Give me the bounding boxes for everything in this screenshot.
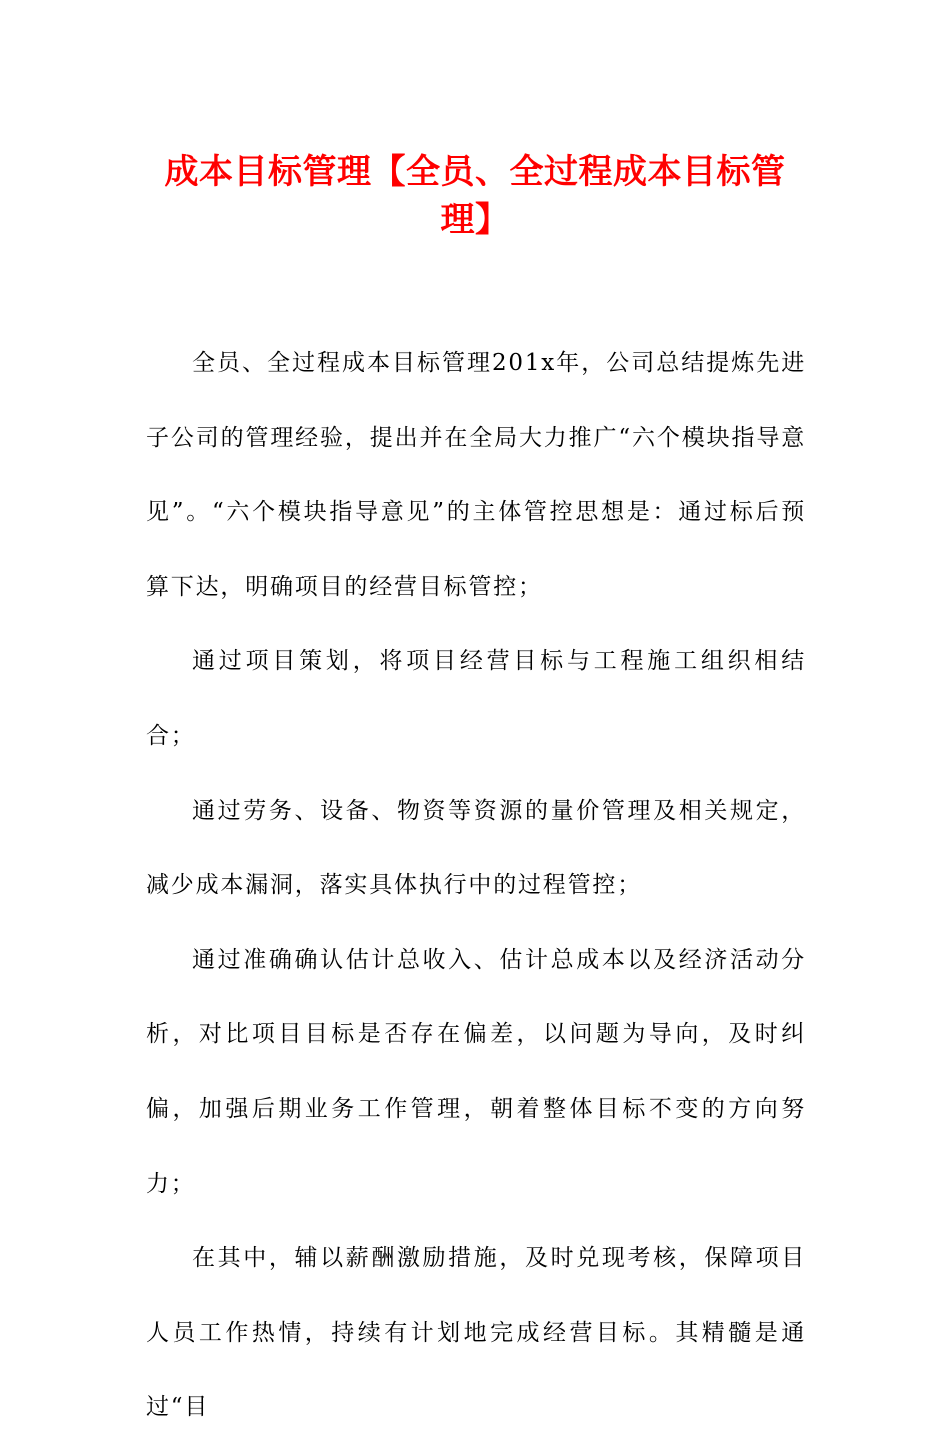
document-body (146, 326, 806, 1445)
document-title: 成本目标管理【全员、全过程成本目标管理】 (164, 152, 786, 240)
paragraph-2: 通过项目策划，将项目经营目标与工程施工组织相结合； (146, 648, 806, 749)
paragraph-1: 全员、全过程成本目标管理201x年，公司总结提炼先进子公司的管理经验，提出并在全局大力推广“六个模块指导意见”。“六个模块指导意见”的主体管控思想是：通过标后预算下达，明确项目的经营目标管控； (146, 350, 806, 600)
paragraph-3: 通过劳务、设备、物资等资源的量价管理及相关规定，减少成本漏洞，落实具体执行中的过程管控； (146, 797, 806, 899)
paragraph-5: 在其中，辅以薪酬激励措施，及时兑现考核，保障项目人员工作热情，持续有计划地完成经营目标。其精髓是通过“目 (146, 1245, 806, 1421)
paragraph-4: 通过准确确认估计总收入、估计总成本以及经济活动分析，对比项目目标是否存在偏差，以问题为导向，及时纠偏，加强后期业务工作管理，朝着整体目标不变的方向努力； (146, 946, 806, 1197)
